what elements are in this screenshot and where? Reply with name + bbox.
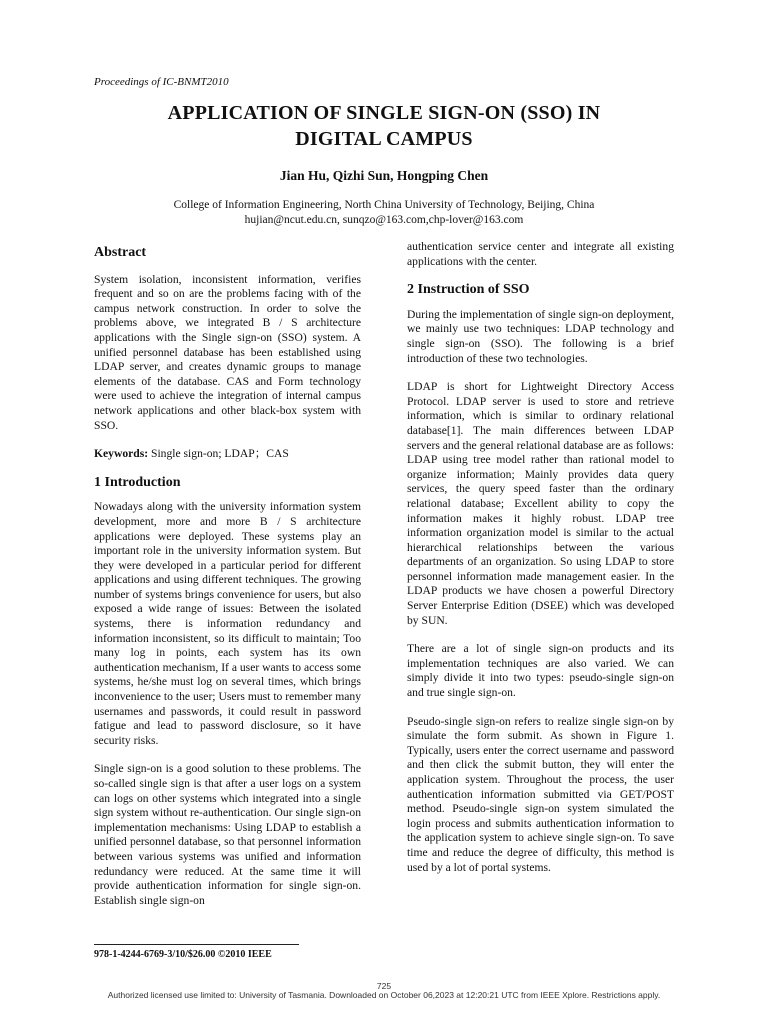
left-column bbox=[94, 240, 361, 922]
abstract-text: System isolation, inconsistent information, verifies frequent and so on are the problems facing with of the campus network construction. In order to solve the problems above, we integrated B / S architecture applications with the Single sign-on (SSO) system. A unified personnel database has been established using LDAP server, and creates dynamic groups to manage elements of the database. CAS and Form technology were used to achieve the integration of internal campus network applications and other black-box system with SSO. bbox=[94, 272, 361, 432]
page-number: 725 bbox=[376, 981, 392, 991]
title-line-2: DIGITAL CAMPUS bbox=[295, 128, 473, 150]
affiliation-block bbox=[94, 198, 674, 227]
keywords bbox=[94, 447, 361, 462]
section-2-paragraph-3: There are a lot of single sign-on products and its implementation techniques are also varied. We can simply divide it into two types: pseudo-single sign-on and true single sign-on. bbox=[407, 642, 674, 700]
intro-paragraph-1: Nowadays along with the university information system development, more and more B / S architecture applications were deployed. These systems play an important role in the university information system. But they were developed in a particular period for different applications and using different techniques. The growing number of systems brings convenience for users, but also exposed a wide range of issues: Between the isolated systems, there is information redundancy and information inconsistent, so its difficult to maintain; Too many log in points, each system has its own authentication mechanism, If a user wants to access some systems, he/she must log on several times, which brings inconvenience to the user; Users must to remember many usernames and passwords, it could result in password fatigue and lead to password disclosure, so it have security risks. bbox=[94, 500, 361, 747]
affiliation: College of Information Engineering, North China University of Technology, Beijing, China bbox=[173, 199, 595, 211]
authors: Jian Hu, Qizhi Sun, Hongping Chen bbox=[279, 168, 489, 183]
section-2-paragraph-2: LDAP is short for Lightweight Directory Access Protocol. LDAP server is used to store and retrieve information, which is similar to ordinary relational database[1]. The main differences between LDAP servers and the general relational database are as follows: LDAP using tree model rather than rational model to organize information; Mainly provides data query services, the query speed faster than the ordinary relational database; Excellent ability to copy the information makes it highly robust. LDAP tree information organization model is similar to the actual hierarchical relationships between the various departments of an organization. So using LDAP to store personnel information made management easier. In the LDAP products we have chosen a powerful Directory Server Enterprise Edition (DSEE) which was developed by SUN. bbox=[407, 380, 674, 627]
continued-text: authentication service center and integrate all existing applications with the center. bbox=[407, 240, 674, 268]
section-2-heading: 2 Instruction of SSO bbox=[407, 282, 530, 298]
keywords-label: Keywords: bbox=[94, 447, 149, 461]
paper-title bbox=[94, 100, 674, 152]
proceedings-label: Proceedings of IC-BNMT2010 bbox=[94, 76, 229, 88]
section-2-paragraph-4: Pseudo-single sign-on refers to realize single sign-on by simulate the form submit. As shown in Figure 1. Typically, users enter the correct username and password and then click the submit button, they will enter the application system. Throughout the process, the user authentication information submitted via GET/POST method. Pseudo-single sign-on system simulated the login process and submits authentication information to the application system to achieve single sign-on. To save time and reduce the degree of difficulty, this method is used by a lot of portal systems. bbox=[407, 714, 674, 874]
license-notice: Authorized licensed use limited to: University of Tasmania. Downloaded on October 06,2023 at 12:20:21 UTC from IEEE Xplore. Restrictions apply. bbox=[107, 990, 661, 1000]
introduction-heading: 1 Introduction bbox=[94, 474, 181, 490]
footnote-rule bbox=[94, 944, 299, 945]
isbn-footnote: 978-1-4244-6769-3/10/$26.00 ©2010 IEEE bbox=[94, 949, 272, 960]
abstract-heading: Abstract bbox=[94, 245, 147, 260]
author-emails: hujian@ncut.edu.cn, sunqzo@163.com,chp-lover@163.com bbox=[244, 213, 524, 226]
intro-paragraph-2: Single sign-on is a good solution to these problems. The so-called single sign is that after a user logs on a system can logs on other systems which integrated into a single sign system without re-authentication. Our single sign-on implementation mechanisms: Using LDAP to establish a unified personnel database, so that personnel information between various systems was unified and information redundancy were reduced. At the same time it will provide authentication information for single sign-on. Establish single sign-on bbox=[94, 762, 361, 907]
keywords-text: Single sign-on; LDAP；CAS bbox=[148, 447, 289, 461]
title-line-1: APPLICATION OF SINGLE SIGN-ON (SSO) IN bbox=[167, 102, 601, 124]
right-column bbox=[407, 240, 674, 889]
section-2-paragraph-1: During the implementation of single sign-on deployment, we mainly use two techniques: LDAP technology and single sign-on (SSO). The following is a brief introduction of these two technologies. bbox=[407, 307, 674, 365]
